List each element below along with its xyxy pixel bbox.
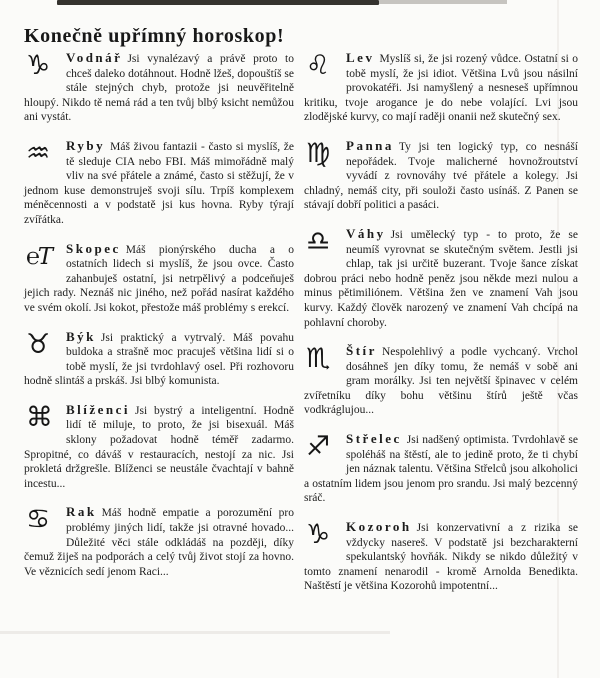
strelec-zodiac-glyph: ♐ xyxy=(306,431,331,463)
sign-entry-rak xyxy=(24,504,294,579)
sign-text: Jsi konzervativní a z rizika se vždycky nasereš. V podstatě jsi bezcharakterní spekulantský hovňák. Nikdy se nikdo důležitý v tomto znamení nenarodil - kromě Arnolda Benedikta. Naštěstí je většina Kozorohů impotentní... xyxy=(304,522,578,593)
right-column xyxy=(304,50,578,607)
kozoroh-zodiac-glyph: ♑ xyxy=(306,519,331,551)
sign-entry-blizenci xyxy=(24,402,294,492)
sign-name: Štír xyxy=(346,343,377,359)
sign-text: Myslíš si, že jsi rozený vůdce. Ostatní si o tobě myslí, že jsi idiot. Většina Lvů jsou násilní provokatéři. Jsi namyšlený a nesneseš upřímnou kritiku, tvoje arogance je do nebe volající. Lvi jsou zlodějské kurvy, co mají raději onanii než skutečný sex. xyxy=(304,53,578,124)
sign-text: Ty jsi ten logický typ, co nesnáší nepořádek. Tvoje malicherné hovnožroutství vyvádí z rovnováhy tvé přátele a kolegy. Jsi chladný, nemáš city, při souloži často usínáš. Z Panen se stávají dobří politici a pasáci. xyxy=(304,140,578,212)
vahy-zodiac-glyph: ♎ xyxy=(306,225,331,257)
sign-text: Jsi vynalézavý a právě proto to chceš daleko dotáhnout. Hodně lžeš, dopouštíš se stále stejných chyb, protože jsi neuvěřitelně hloupý. Nikdo tě nemá rád a ten tvůj blbý ksicht nemůžou ani vystát. xyxy=(24,53,294,124)
left-column xyxy=(24,50,294,607)
byk-zodiac-glyph: ♉ xyxy=(26,328,51,360)
page-title: Konečně upřímný horoskop! xyxy=(24,25,285,48)
blizenci-zodiac-glyph: ⌘ xyxy=(26,401,53,433)
sign-text: Jsi bystrý a inteligentní. Hodně lidí tě miluje, to proto, že jsi bisexuál. Máš sklony požadovat hodně téměř zadarmo. Spropitné, co dáváš v restauracích, nestojí za nic. Jsi prokletá držgrešle. Blíženci se neustále čvachtají v bahně incestu... xyxy=(24,404,294,490)
sign-text: Jsi praktický a vytrvalý. Máš povahu buldoka a strašně moc pracuješ většina lidí si o tobě myslí, že jsi tvrdohlavý osel. Při rozhovoru hodně slintáš a prskáš. Jsi blbý komunista. xyxy=(24,331,294,388)
sign-text: Máš živou fantazii - často si myslíš, že tě sleduje CIA nebo FBI. Máš mimořádně malý vliv na své přátele a známé, často si stěžují, že v jednom kuse demonstruješ svoji sílu. Trpíš komplexem méněcennosti a v podstatě jsi kus hovna. Ryby týrají zvířátka. xyxy=(24,140,294,226)
scan-edge-bar-dark xyxy=(57,0,379,5)
sign-name: Blíženci xyxy=(66,401,131,417)
stir-zodiac-glyph: ♏ xyxy=(306,343,331,375)
sign-entry-stir xyxy=(304,343,578,418)
sign-name: Kozoroh xyxy=(346,519,412,535)
vodnar-zodiac-glyph: ♑ xyxy=(26,50,51,81)
sign-name: Střelec xyxy=(346,431,402,447)
sign-entry-lev xyxy=(304,50,578,125)
sign-name: Býk xyxy=(66,328,96,344)
skopec-zodiac-glyph: ℮T xyxy=(26,243,52,270)
sign-entry-strelec xyxy=(304,431,578,506)
sign-name: Ryby xyxy=(66,137,106,153)
sign-text: Máš hodně empatie a porozumění pro problémy jiných lidí, takže jsi otravné hovado... Důležité věci stále odkládáš na později, díky čemuž žiješ na podporách a celý tvůj život stojí za hovno. Ve věznicích sedí jenom Raci... xyxy=(24,507,294,578)
sign-name: Vodnář xyxy=(66,50,123,65)
sign-entry-vodnar xyxy=(24,50,294,125)
sign-text: Nespolehlivý a podle vychcaný. Vrchol dosáhneš jen díky tomu, že nemáš v sobě ani gram morálky. Jsi ten největší špinavec v celém zvířetníku díky bohu většinu štírů ještě včas vodkráglujou... xyxy=(304,346,578,417)
rak-zodiac-glyph: ♋ xyxy=(26,504,51,536)
sign-name: Panna xyxy=(346,137,394,153)
sign-name: Lev xyxy=(346,50,375,65)
sign-entry-panna xyxy=(304,138,578,213)
sign-name: Skopec xyxy=(66,240,121,256)
sign-entry-vahy xyxy=(304,226,578,330)
sign-entry-ryby xyxy=(24,138,294,228)
panna-zodiac-glyph: ♍ xyxy=(306,137,331,169)
sign-entry-byk xyxy=(24,329,294,389)
sign-text: Jsi nadšený optimista. Tvrdohlavě se spoléháš na štěstí, ale to jedině proto, že ti chybí jen náznak talentu. Většina Střelců jsou alkoholici a ostatním lidem jsou jenom pro srandu. Jsi malý bezcenný sráč. xyxy=(304,434,578,505)
scan-edge-bar-light xyxy=(379,0,507,4)
sign-name: Váhy xyxy=(346,225,386,241)
sign-entry-skopec xyxy=(24,241,294,316)
sign-text: Máš pionýrského ducha a o ostatních lidech si myslíš, že jsou ovce. Často zahanbuješ ostatní, jsi netrpělivý a podceňuješ jejich rady. Neznáš nic jiného, než pořád nasírat každého ve svém okolí. Jsi kokot, přestože máš problémy s erekcí. xyxy=(24,243,294,314)
sign-entry-kozoroh xyxy=(304,519,578,594)
ryby-zodiac-glyph: ♒ xyxy=(26,137,51,169)
scan-smudge xyxy=(0,631,390,634)
sign-text: Jsi umělecký typ - to proto, že se neumíš vyrovnat se skutečným světem. Jestli jsi chlap, tak jsi určitě buzerant. Tvoje šance získat dobrou práci nebo hodně peněz jsou někde mezi nulou a minus pětimiliónem. Většina žen ve znamení Vah jsou kurvy. Každý člověk narozený ve znamení Vah chcípá na pohlavní choroby. xyxy=(304,228,578,329)
two-column-layout xyxy=(24,50,578,607)
sign-name: Rak xyxy=(66,504,97,520)
lev-zodiac-glyph: ♌ xyxy=(306,50,331,81)
